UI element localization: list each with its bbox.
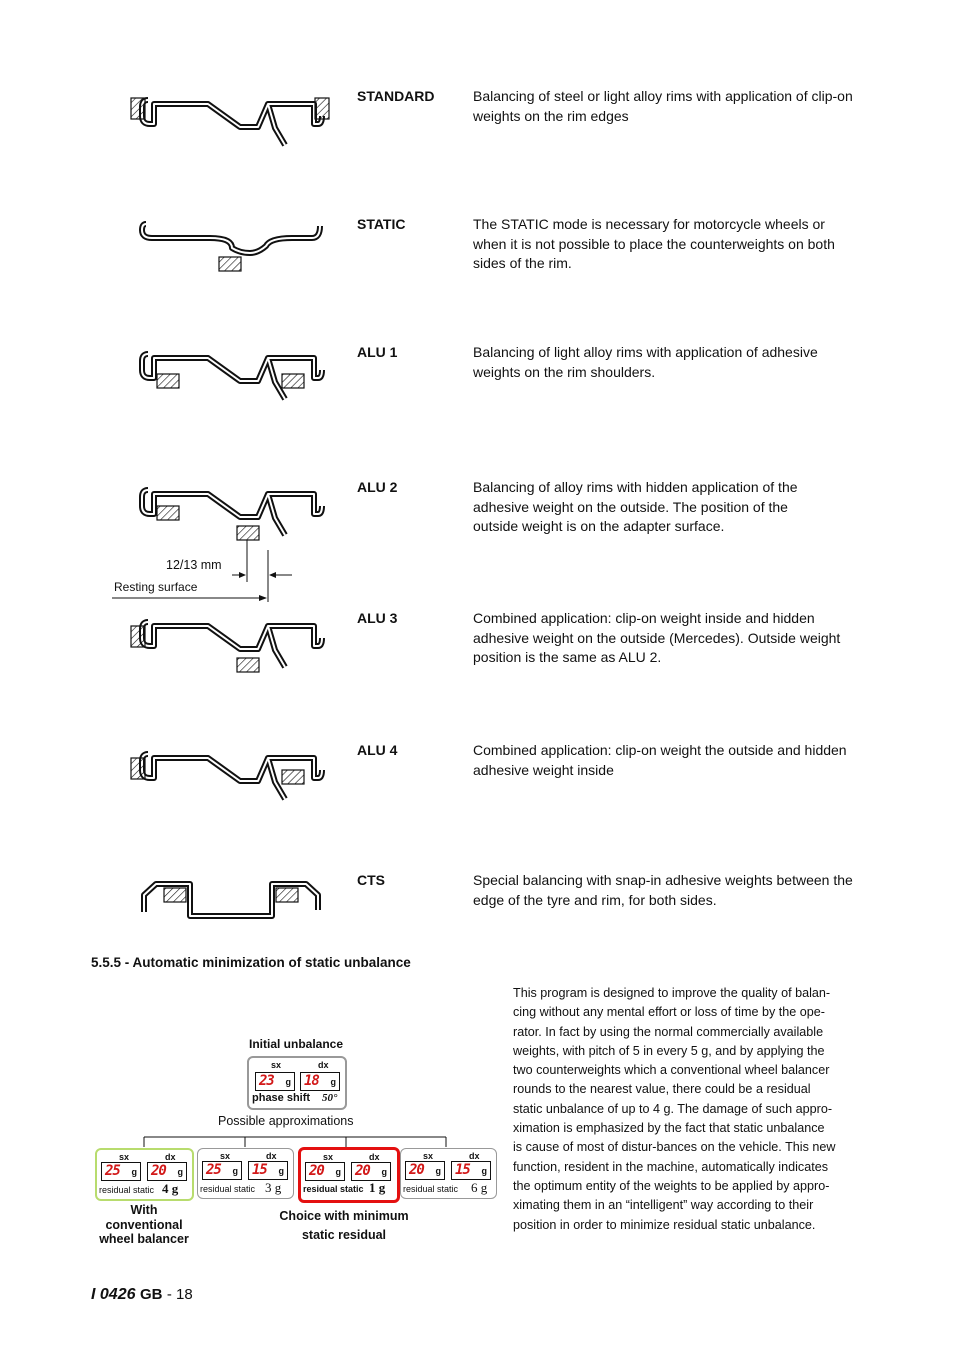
mode-label-cts: CTS (357, 872, 385, 888)
residual-value: 1 g (369, 1180, 386, 1195)
page-footer (91, 1286, 193, 1304)
option-sx-display (305, 1162, 345, 1181)
unit-label: g (381, 1167, 387, 1177)
possible-approximations-label: Possible approximations (218, 1114, 354, 1128)
section-title: 5.5.5 - Automatic minimization of static unbalance (91, 955, 411, 970)
caption-minimum-residual (264, 1207, 424, 1245)
residual-value: 4 g (162, 1181, 179, 1196)
paragraph-line: ximation is emphasized by the fact that static unbalance (513, 1121, 825, 1136)
caption-line: With (130, 1203, 158, 1217)
mode-desc-alu1: Balancing of light alloy rims with application of adhesive weights on the rim shoulders. (473, 344, 818, 380)
unit-label: g (285, 1077, 291, 1087)
option-dx-display (451, 1161, 491, 1180)
paragraph-line: rounds to the nearest value, there could be a residual (513, 1082, 811, 1097)
language-code: GB (139, 1286, 163, 1303)
unit-label: g (335, 1167, 341, 1177)
mode-label-static: STATIC (357, 216, 406, 232)
phase-shift-value: 50° (322, 1092, 338, 1104)
caption-conventional (84, 1203, 204, 1247)
paragraph-line: function, resident in the machine, automatically indicates (513, 1159, 829, 1174)
dx-label: dx (266, 1151, 277, 1161)
mode-label-alu3: ALU 3 (357, 610, 398, 626)
unit-label: g (177, 1167, 183, 1177)
option-dx-value: 15 (252, 1162, 267, 1178)
paragraph-line: ximating them in an “intelligent” way according to their (513, 1198, 814, 1213)
option-dx-display (351, 1162, 391, 1181)
sx-label: sx (119, 1152, 130, 1162)
option-sx-display (405, 1161, 445, 1180)
unit-label: g (131, 1167, 137, 1177)
option-sx-value: 20 (309, 1163, 324, 1179)
alu2-dimension-label: 12/13 mm (166, 558, 222, 572)
paragraph-line: weights, with pitch of 5 in every 5 g, and by applying the (513, 1043, 825, 1058)
dx-label: dx (165, 1152, 176, 1162)
option-dx-value: 15 (455, 1162, 470, 1178)
option-sx-value: 25 (206, 1162, 221, 1178)
mode-desc-alu4: Combined application: clip-on weight the outside and hidden adhesive weight inside (473, 742, 847, 778)
option-dx-value: 20 (151, 1163, 166, 1179)
paragraph-line: cing without any mental effort or loss of time by the ope- (513, 1005, 825, 1020)
sx-label: sx (220, 1151, 231, 1161)
paragraph-line: rator. In fact by using the normal commercially available (513, 1024, 824, 1039)
residual-value: 3 g (265, 1180, 282, 1195)
residual-static-label: residual static (303, 1184, 364, 1194)
paragraph-line: the optimum entity of the weights to be applied by appro- (513, 1178, 830, 1193)
initial-dx-value: 18 (304, 1073, 319, 1089)
unit-label: g (481, 1166, 487, 1176)
approximation-option-3 (298, 1147, 400, 1203)
sx-label: sx (323, 1152, 334, 1162)
dx-label: dx (369, 1152, 380, 1162)
dx-label: dx (318, 1060, 329, 1070)
unit-label: g (278, 1166, 284, 1176)
residual-static-label: residual static (200, 1184, 256, 1194)
mode-desc-alu3: Combined application: clip-on weight inside and hidden adhesive weight on the outside (Mercedes). Outside weight position is the same as ALU 2. (473, 610, 841, 665)
paragraph-line: two counterweights which a conventional wheel balancer (513, 1063, 830, 1078)
paragraph-line: position in order to minimize residual static unbalance. (513, 1217, 816, 1232)
paragraph-line: is cause of most of distur-bances on the vehicle. This new (513, 1140, 836, 1155)
mode-desc-alu2: Balancing of alloy rims with hidden application of the adhesive weight on the outside. The position of the outside weight is on the adapter surface. (473, 479, 798, 534)
approximation-option-4 (400, 1148, 497, 1199)
option-dx-value: 20 (355, 1163, 370, 1179)
option-sx-value: 20 (409, 1162, 424, 1178)
mode-label-standard: STANDARD (357, 88, 435, 104)
resting-surface-label: Resting surface (114, 580, 198, 594)
option-dx-display (248, 1161, 288, 1180)
mode-label-alu4: ALU 4 (357, 742, 398, 758)
unit-label: g (232, 1166, 238, 1176)
approximation-option-1 (95, 1148, 194, 1201)
paragraph-line: This program is designed to improve the quality of balan- (513, 986, 831, 1000)
residual-static-label: residual static (403, 1184, 459, 1194)
option-sx-display (202, 1161, 242, 1180)
residual-value: 6 g (471, 1180, 488, 1195)
residual-static-label: residual static (99, 1185, 155, 1195)
caption-line: wheel balancer (99, 1232, 189, 1246)
phase-shift-label: phase shift (252, 1092, 311, 1104)
caption-line: conventional (105, 1217, 183, 1232)
option-sx-display (101, 1162, 141, 1181)
initial-sx-value: 23 (259, 1073, 274, 1089)
unit-label: g (435, 1166, 441, 1176)
sx-label: sx (271, 1060, 282, 1070)
dx-label: dx (469, 1151, 480, 1161)
document-code: I 0426 (91, 1286, 136, 1303)
mode-desc-cts: Special balancing with snap-in adhesive weights between the edge of the tyre and rim, for both sides. (473, 872, 853, 908)
caption-line: static residual (301, 1228, 387, 1242)
option-sx-value: 25 (105, 1163, 120, 1179)
page-number: - 18 (166, 1286, 193, 1303)
mode-desc-standard: Balancing of steel or light alloy rims with application of clip-on weights on the rim edges (473, 88, 853, 124)
paragraph-line: static unbalance of up to 4 g. The damage of such appro- (513, 1101, 833, 1116)
sx-label: sx (423, 1151, 434, 1161)
unit-label: g (330, 1077, 336, 1087)
initial-unbalance-title: Initial unbalance (249, 1037, 344, 1051)
approximation-option-2 (197, 1148, 294, 1199)
mode-desc-static: The STATIC mode is necessary for motorcycle wheels or when it is not possible to place the counterweights on both sides of the rim. (473, 216, 835, 271)
mode-label-alu2: ALU 2 (357, 479, 398, 495)
caption-line: Choice with minimum (279, 1209, 409, 1223)
mode-label-alu1: ALU 1 (357, 344, 398, 360)
option-dx-display (147, 1162, 187, 1181)
